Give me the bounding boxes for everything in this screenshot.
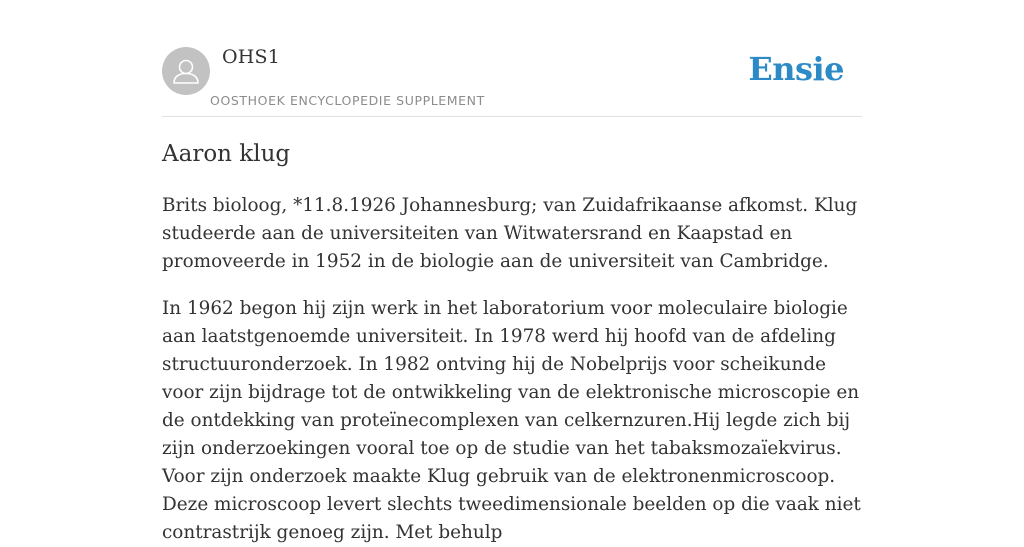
header (162, 0, 862, 117)
author-name[interactable]: OHS1 (222, 46, 281, 68)
user-icon (162, 47, 210, 95)
paragraph: Brits bioloog, *11.8.1926 Johannesburg; van Zuidafrikaanse afkomst. Klug studeerde aan de universiteiten van Witwatersrand en Kaapstad en promoveerde in 1952 in de biologie aan de universiteit van Cambridge. (162, 195, 858, 272)
paragraph: In 1962 begon hij zijn werk in het laboratorium voor moleculaire biologie aan laatstgenoemde universiteit. In 1978 werd hij hoofd van de afdeling structuuronderzoek. In 1982 ontving hij de Nobelprijs voor scheikunde voor zijn bijdrage tot de ontwikkeling van de elektronische microscopie en de ontdekking van proteïnecomplexen van celkernzuren.Hij legde zich bij zijn onderzoekingen vooral toe op de studie van het tabaksmozaïekvirus. Voor zijn onderzoek maakte Klug gebruik van de elektronenmicroscoop. Deze microscoop levert slechts tweedimensionale beelden op die vaak niet contrastrijk genoeg zijn. Met behulp (162, 298, 861, 543)
page-title: Aaron klug (162, 141, 291, 167)
source-label[interactable]: OOSTHOEK ENCYCLOPEDIE SUPPLEMENT (210, 93, 485, 108)
article (162, 138, 862, 547)
brand-logo[interactable]: Ensie (748, 50, 844, 88)
avatar[interactable] (162, 47, 210, 95)
